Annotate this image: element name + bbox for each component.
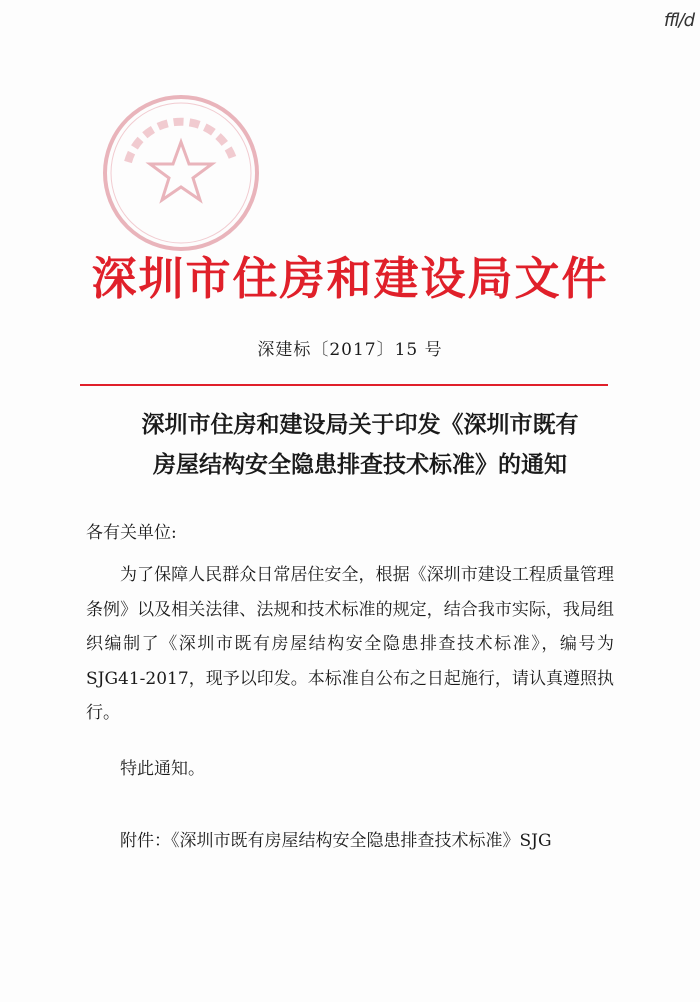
attachment-line: 附件：《深圳市既有房屋结构安全隐患排查技术标准》SJG [120, 831, 552, 851]
notice-title-line-2: 房屋结构安全隐患排查技术标准》的通知 [153, 452, 567, 478]
notice-title-line-1: 深圳市住房和建设局关于印发《深圳市既有 [141, 412, 579, 438]
notice-title [90, 405, 630, 485]
document-number: 深建标〔2017〕15 号 [257, 340, 443, 360]
body-paragraph: 为了保障人民群众日常居住安全，根据《深圳市建设工程质量管理条例》以及相关法律、法规和技术标准的规定，结合我市实际，我局组织编制了《深圳市既有房屋结构安全隐患排查技术标准》，编号为 SJG41-2017，现予以印发。本标准自公布之日起施行，请认真遵照执行。 [86, 565, 614, 723]
handwritten-note: ffl/d [663, 10, 694, 31]
header-divider [80, 384, 608, 386]
official-seal-icon [100, 92, 262, 254]
salutation: 各有关单位: [86, 523, 177, 543]
document-header: 深圳市住房和建设局文件 [91, 252, 609, 305]
closing-line: 特此通知。 [120, 759, 205, 779]
